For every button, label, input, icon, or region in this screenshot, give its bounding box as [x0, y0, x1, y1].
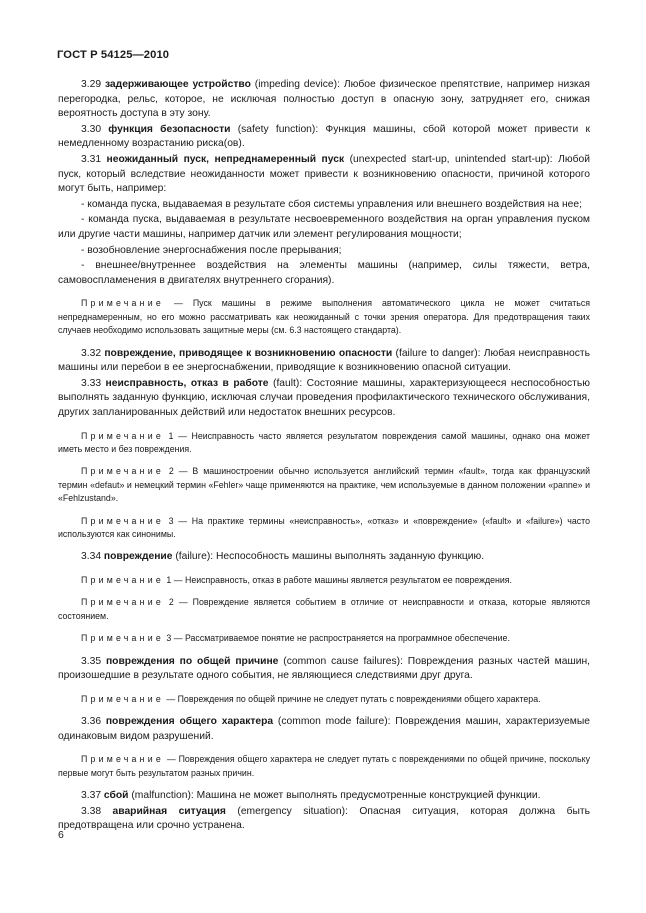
note-label: Примечание [81, 298, 164, 309]
note-text: — Повреждение является событием в отличие от неисправности и отказа, которые являются состоянием. [58, 597, 590, 621]
note-text: — На практике термины «неисправность», «отказ» и «повреждение» («fault» и «failure») часто используются как синонимы. [58, 515, 591, 539]
note-3-33-2 [58, 465, 590, 505]
clause-number: 3.37 [81, 790, 102, 802]
term: функция безопасности [108, 123, 231, 135]
term: повреждения общего характера [105, 716, 274, 728]
definition: (safety function): Функция машины, сбой которой может привести к немедленному возрастанию риска(ов). [58, 123, 590, 150]
note-text: — В машиностроении обычно используется английский термин «fault», тогда как французский термин «defaut» и немецкий термин «Fehler» чаще применяются на практике, чем используемые в данном положении «panne» и «Fehlzustand». [58, 466, 590, 504]
term: повреждение [103, 551, 173, 563]
term: аварийная ситуация [112, 805, 226, 817]
term: повреждения по общей причине [105, 655, 279, 667]
clause-3-36 [58, 715, 590, 744]
note-label: Примечание [81, 466, 164, 477]
clause-3-30 [58, 123, 590, 152]
note-label: Примечание [81, 754, 164, 765]
note-index: 3 [168, 515, 174, 526]
note-3-35 [58, 693, 590, 706]
clause-number: 3.36 [81, 716, 102, 728]
note-3-36 [58, 753, 590, 780]
term: неожиданный пуск, непреднамеренный пуск [106, 153, 345, 165]
note-3-34-3 [58, 632, 590, 645]
clause-number: 3.31 [81, 153, 102, 165]
note-text: — Пуск машины в режиме выполнения автоматического цикла не может считаться непреднамеренным, но его можно рассматривать как неожиданный с точки зрения оператора. Для предотвращения таких случаев необходимо использовать защитные меры (см. 6.3 настоящего стандарта). [58, 298, 590, 336]
note-index: 1 [166, 574, 172, 585]
note-text: — Повреждения по общей причине не следует путать с повреждениями общего характера. [163, 693, 541, 704]
note-label: Примечание [81, 515, 164, 526]
note-index: 3 [166, 633, 172, 644]
note-text: — Неисправность, отказ в работе машины является результатом ее повреждения. [171, 574, 512, 585]
definition: (failure): Неспособность машины выполнять заданную функцию. [172, 551, 485, 563]
note-label: Примечание [81, 574, 164, 585]
list-item: - возобновление энергоснабжения после прерывания; [81, 244, 342, 256]
list-item: - внешнее/внутреннее воздействия на элементы машины (например, силы тяжести, ветра, самовоспламенения в двигателях внутреннего сгорания). [58, 260, 590, 286]
clause-number: 3.30 [81, 123, 102, 135]
clause-number: 3.33 [81, 377, 102, 389]
clause-number: 3.29 [81, 79, 102, 90]
document-body [58, 78, 590, 835]
note-label: Примечание [81, 633, 164, 644]
note-text: — Неисправность часто является результатом повреждения самой машины, однако она может иметь место и без повреждения. [58, 430, 590, 454]
clause-number: 3.38 [81, 805, 102, 817]
clause-3-35 [58, 655, 590, 684]
note-label: Примечание [81, 597, 164, 608]
note-index: 2 [168, 597, 174, 608]
definition: (malfunction): Машина не может выполнять предусмотренные конструкцией функции. [128, 790, 541, 802]
note-label: Примечание [81, 693, 164, 704]
note-text: — Рассматриваемое понятие не распространяется на программное обеспечение. [171, 633, 510, 644]
document-header: ГОСТ Р 54125—2010 [57, 49, 170, 61]
note-label: Примечание [81, 430, 164, 441]
clause-3-29 [58, 78, 590, 122]
note-3-34-2 [58, 596, 590, 623]
definition: (common mode failure): Повреждения машин, характеризуемые одинаковым видом разрушений. [58, 716, 590, 742]
term: повреждение, приводящее к возникновению опасности [104, 347, 393, 359]
list-item: - команда пуска, выдаваемая в результате сбоя системы управления или внешнего воздействия на нее; [81, 198, 582, 210]
page-number: 6 [58, 829, 64, 841]
definition: (common cause failures): Повреждения разных частей машин, произошедшие в результате одного события, не являющиеся следствиями друг друга. [58, 655, 590, 682]
term: неисправность, отказ в работе [105, 377, 269, 389]
clause-3-38 [58, 805, 590, 834]
definition: (emergency situation): Опасная ситуация, которая должна быть предотвращена или срочно устранена. [58, 805, 590, 832]
definition: (fault): Состояние машины, характеризующееся неспособностью выполнять заданную функцию, исключая случаи проведения профилактического технического обслуживания, других запланированных действий или недостаток внешних ресурсов. [58, 377, 590, 418]
clause-3-34 [58, 550, 590, 565]
note-index: 2 [168, 466, 174, 477]
term: сбой [103, 790, 129, 802]
note-3-33-3 [58, 515, 590, 542]
clause-3-31 [58, 153, 590, 197]
clause-3-33 [58, 377, 590, 421]
note-index: 1 [168, 430, 174, 441]
clause-3-32 [58, 347, 590, 376]
definition: (impeding device): Любое физическое препятствие, например низкая перегородка, рельс, которое, не исключая полностью доступ в опасную зону, затрудняет его, снижая вероятность доступа в эту зону. [58, 79, 590, 120]
clause-number: 3.32 [81, 347, 102, 359]
note-3-31 [58, 297, 590, 337]
clause-number: 3.34 [81, 551, 102, 563]
clause-number: 3.35 [81, 655, 102, 667]
note-text: — Повреждения общего характера не следует путать с повреждениями по общей причине, поскольку первые могут быть результатом разных причин. [58, 754, 590, 778]
term: задерживающее устройство [104, 79, 251, 90]
list-item: - команда пуска, выдаваемая в результате несвоевременного воздействия на орган управления пуском или другие части машины, например датчик или элемент регулирования мощности; [58, 214, 590, 240]
clause-3-37 [58, 789, 590, 804]
definition: (failure to danger): Любая неисправность машины или перебои в ее энергоснабжении, приводящие к возникновению опасной ситуации. [58, 347, 590, 374]
note-3-33-1 [58, 430, 590, 457]
definition: (unexpected start-up, unintended start-up): Любой пуск, который вследствие неожиданности может привести к возникновению опасности, причиной которого могут быть, например: [58, 153, 590, 195]
note-3-34-1 [58, 574, 590, 587]
